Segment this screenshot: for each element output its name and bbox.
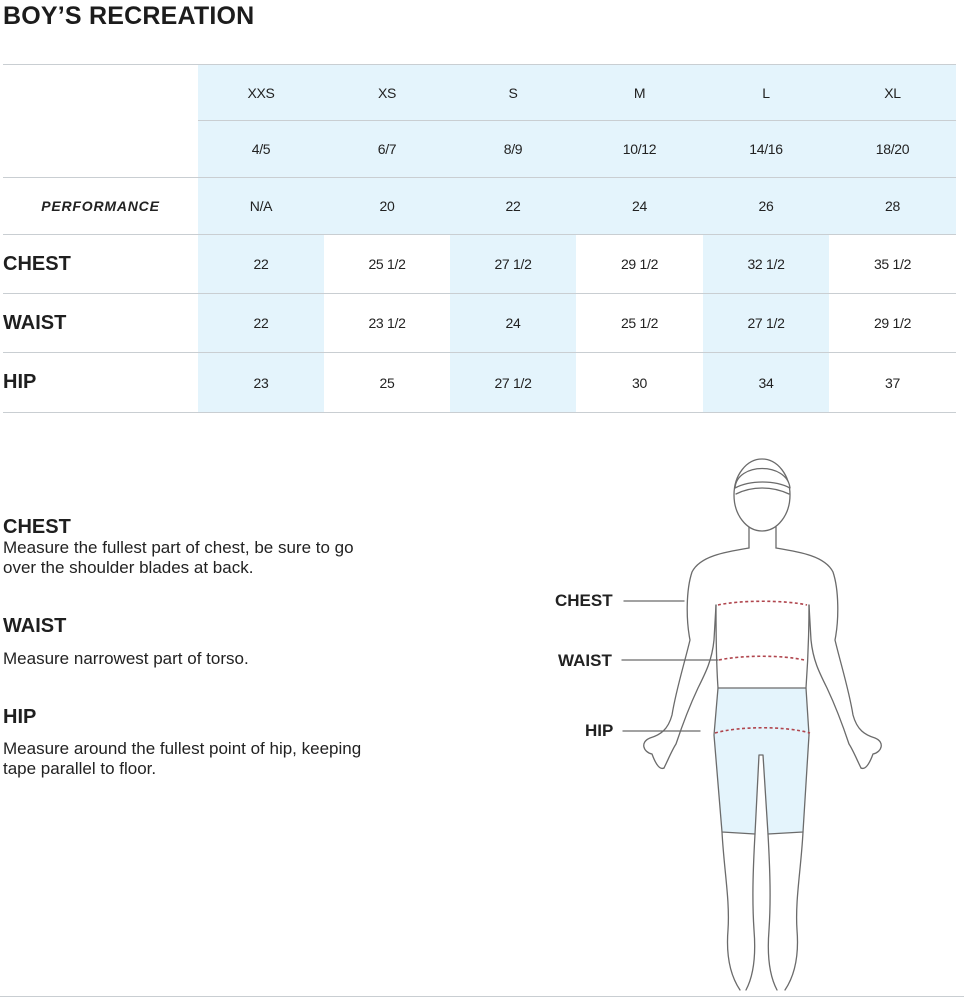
right-leg-outer <box>785 832 803 990</box>
size-header-xl: XL <box>884 84 901 101</box>
size-header-l: L <box>762 84 770 101</box>
bottom-divider <box>0 996 964 997</box>
row-label-chest: CHEST <box>3 252 71 275</box>
figure-label-chest: CHEST <box>555 591 613 610</box>
figure-label-waist: WAIST <box>558 651 612 670</box>
divider <box>3 412 956 413</box>
age-cell: 10/12 <box>622 141 657 157</box>
size-header-s: S <box>508 84 518 101</box>
age-cell: 8/9 <box>503 141 523 157</box>
right-leg-inner <box>768 834 777 990</box>
hip-cell: 37 <box>885 374 900 391</box>
shorts-shape <box>714 688 809 834</box>
waist-cell: 22 <box>198 294 324 352</box>
chest-cell: 22 <box>198 235 324 293</box>
guide-hip-text: Measure around the fullest point of hip, keeping tape parallel to floor. <box>3 739 362 778</box>
performance-cell: 26 <box>758 198 774 214</box>
right-torso-side <box>806 605 809 688</box>
guide-chest-text: Measure the fullest part of chest, be sure to go over the shoulder blades at back. <box>3 538 354 577</box>
figure-label-hip: HIP <box>585 721 614 740</box>
size-header-xs: XS <box>377 84 397 101</box>
performance-cell: 28 <box>885 198 900 214</box>
guide-waist-title: WAIST <box>3 615 67 637</box>
performance-cell: 22 <box>505 198 521 214</box>
size-table <box>3 64 956 413</box>
row-label-hip: HIP <box>3 371 37 393</box>
age-cell: 6/7 <box>377 141 397 157</box>
chest-tape <box>718 601 807 605</box>
left-torso-side <box>716 605 718 688</box>
performance-cell: 20 <box>379 198 395 214</box>
hip-cell: 34 <box>703 353 829 412</box>
performance-cell: N/A <box>249 198 273 214</box>
guide-hip-title: HIP <box>3 706 37 728</box>
hip-cell: 27 1/2 <box>450 353 576 412</box>
size-header-xxs: XXS <box>247 84 275 101</box>
size-header-m: M <box>633 84 646 101</box>
hip-cell: 30 <box>632 374 647 391</box>
waist-cell: 27 1/2 <box>703 294 829 352</box>
chest-cell: 32 1/2 <box>703 235 829 293</box>
age-cell: 18/20 <box>875 141 910 157</box>
body-figure-icon <box>600 455 890 1000</box>
age-cell: 4/5 <box>251 141 271 157</box>
right-arm-inner <box>809 605 861 768</box>
chest-cell: 25 1/2 <box>368 256 406 272</box>
waist-cell: 25 1/2 <box>620 315 659 331</box>
waist-tape <box>719 656 804 660</box>
performance-cell: 24 <box>632 198 647 214</box>
performance-label: PERFORMANCE <box>41 198 160 214</box>
waist-cell: 24 <box>450 294 576 352</box>
left-arm-inner <box>664 605 716 768</box>
waist-cell: 29 1/2 <box>873 315 912 331</box>
age-cell: 14/16 <box>749 141 783 157</box>
hip-cell: 25 <box>379 374 395 391</box>
page-title: BOY’S RECREATION <box>3 2 255 30</box>
hip-cell: 23 <box>198 353 324 412</box>
chest-cell: 29 1/2 <box>620 256 659 272</box>
left-leg-outer <box>722 832 740 990</box>
waist-cell: 23 1/2 <box>368 315 406 331</box>
left-leg-inner <box>746 834 755 990</box>
chest-cell: 27 1/2 <box>450 235 576 293</box>
chest-cell: 35 1/2 <box>873 256 912 272</box>
guide-chest-title: CHEST <box>3 516 71 538</box>
guide-waist-text: Measure narrowest part of torso. <box>3 649 249 668</box>
row-label-waist: WAIST <box>3 311 67 334</box>
